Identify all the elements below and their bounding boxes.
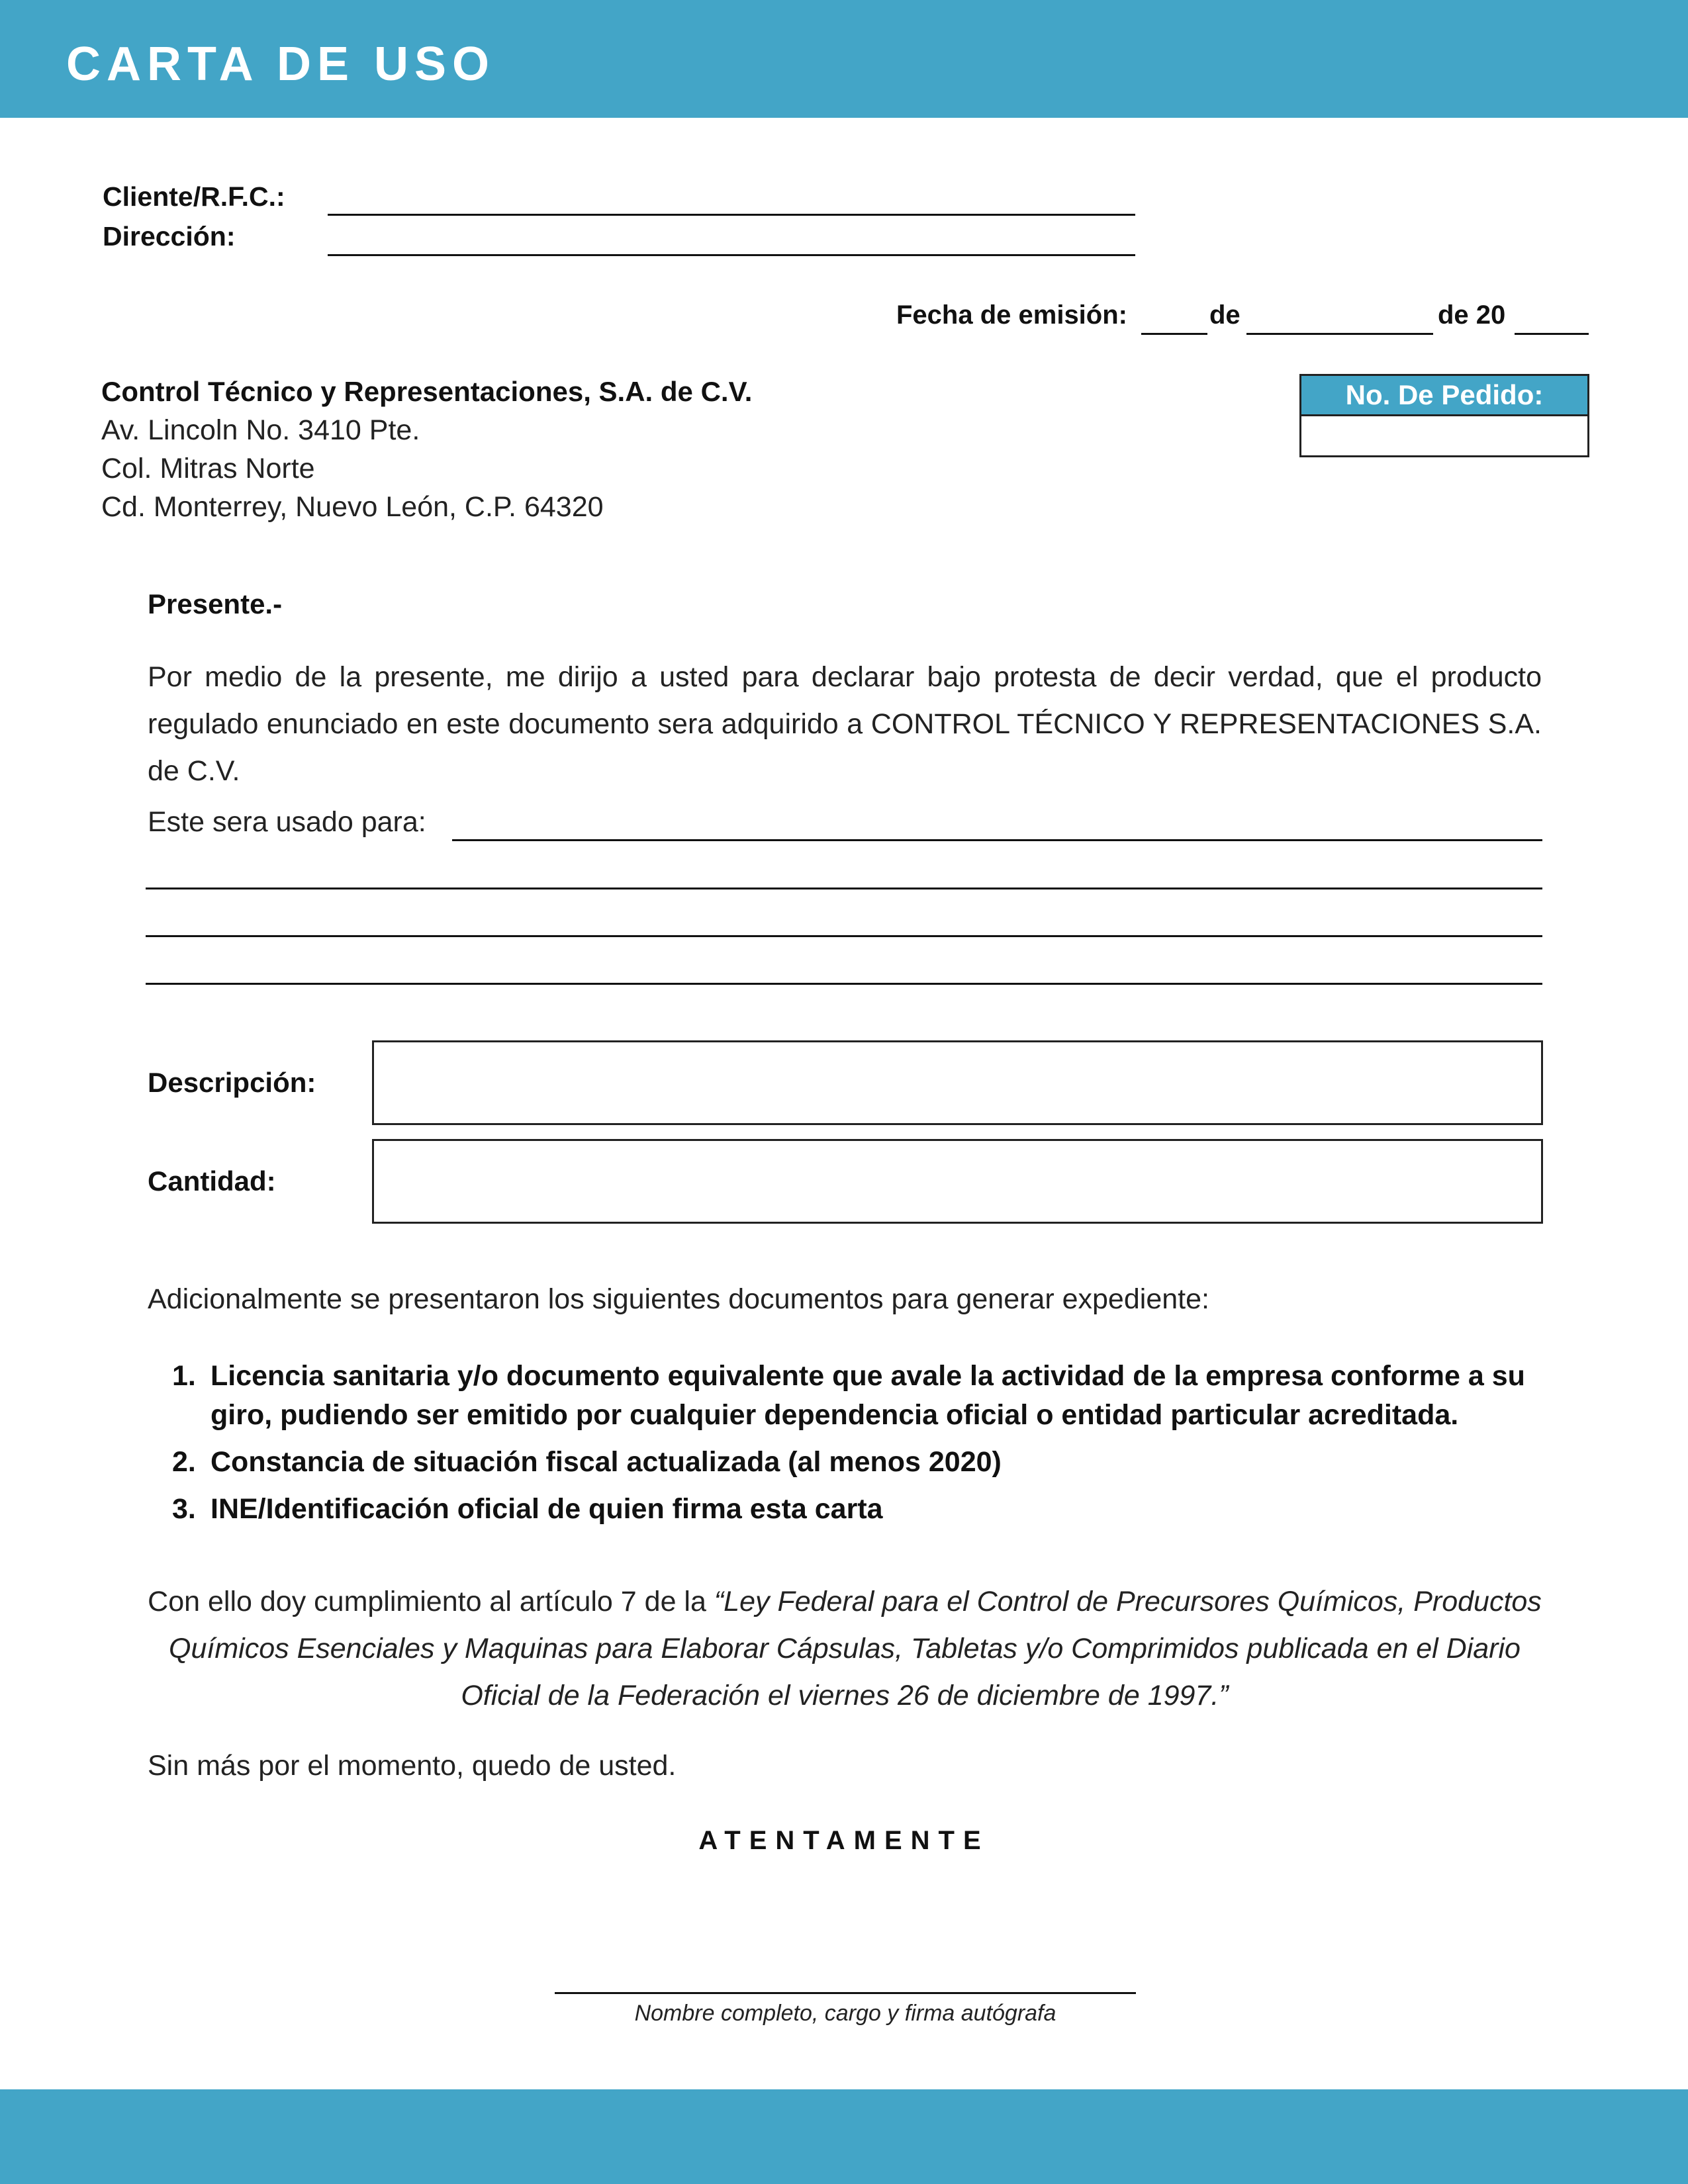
usage-line-2[interactable] [146, 887, 1542, 889]
footer-band [0, 2089, 1688, 2184]
company-address-line: Av. Lincoln No. 3410 Pte. [101, 414, 420, 446]
usage-line-4[interactable] [146, 983, 1542, 985]
order-number-box [1299, 374, 1589, 457]
usage-line-1[interactable] [452, 839, 1542, 841]
descripcion-label: Descripción: [148, 1067, 316, 1098]
list-item-text: Constancia de situación fiscal actualizada (al menos 2020) [211, 1446, 1002, 1478]
salutation: Presente.- [148, 588, 283, 619]
fecha-year-field[interactable] [1515, 333, 1589, 335]
company-address-line: Col. Mitras Norte [101, 453, 315, 484]
direccion-field[interactable] [328, 254, 1135, 256]
order-number-header [1301, 376, 1587, 416]
list-item [165, 1490, 1549, 1529]
usage-label: Este sera usado para: [148, 806, 426, 838]
law-prefix: Con ello doy cumplimiento al artículo 7 de la [148, 1586, 714, 1617]
fecha-sep-de: de [1209, 300, 1241, 330]
descripcion-field[interactable] [372, 1040, 1543, 1125]
fecha-label: Fecha de emisión: [896, 300, 1127, 330]
fecha-sep-de-20: de 20 [1438, 300, 1506, 330]
direccion-label: Dirección: [103, 221, 236, 251]
cantidad-field[interactable] [372, 1139, 1543, 1224]
order-number-label: No. De Pedido: [1345, 379, 1544, 410]
law-title: “Ley Federal para el Control de Precursores Químicos, Productos Químicos Esenciales y Maquinas para Elaborar Cápsulas, Tabletas y/o Comprimidos publicada en el Diario Oficial de la Federación el viernes 26 de diciembre de 1997.” [169, 1586, 1542, 1711]
cliente-label: Cliente/R.F.C.: [103, 181, 285, 212]
list-item-text: Licencia sanitaria y/o documento equivalente que avale la actividad de la empresa conforme a su giro, pudiendo ser emitido por cualquier dependencia oficial o entidad particular acreditada. [211, 1360, 1525, 1431]
cliente-field[interactable] [328, 214, 1135, 216]
list-item-number: 1. [172, 1360, 196, 1392]
law-citation [148, 1578, 1542, 1719]
declaration-paragraph: Por medio de la presente, me dirijo a usted para declarar bajo protesta de decir verdad, que el producto regulado enunciado en este documento sera adquirido a CONTROL TÉCNICO Y REPRESENTACIONES S.A. de C.V. [148, 661, 1542, 787]
list-item-text: INE/Identificación oficial de quien firma esta carta [211, 1493, 883, 1525]
closing-text: Sin más por el momento, quedo de usted. [148, 1750, 677, 1782]
company-address-line: Cd. Monterrey, Nuevo León, C.P. 64320 [101, 491, 604, 523]
header-band [0, 0, 1688, 118]
page-title: CARTA DE USO [66, 38, 495, 91]
cantidad-label: Cantidad: [148, 1165, 276, 1197]
fecha-month-field[interactable] [1246, 333, 1433, 335]
documents-list [165, 1357, 1549, 1537]
order-number-field[interactable] [1301, 416, 1587, 455]
signature-caption: Nombre completo, cargo y firma autógrafa [634, 2001, 1056, 2026]
list-item-number: 2. [172, 1446, 196, 1478]
list-item-number: 3. [172, 1493, 196, 1525]
fecha-day-field[interactable] [1141, 333, 1207, 335]
company-name: Control Técnico y Representaciones, S.A. de C.V. [101, 376, 753, 407]
documents-intro: Adicionalmente se presentaron los siguientes documentos para generar expediente: [148, 1283, 1209, 1315]
signature-line[interactable] [555, 1992, 1136, 1994]
list-item [165, 1443, 1549, 1482]
sign-off: ATENTAMENTE [698, 1826, 990, 1855]
usage-line-3[interactable] [146, 935, 1542, 937]
list-item [165, 1357, 1549, 1435]
